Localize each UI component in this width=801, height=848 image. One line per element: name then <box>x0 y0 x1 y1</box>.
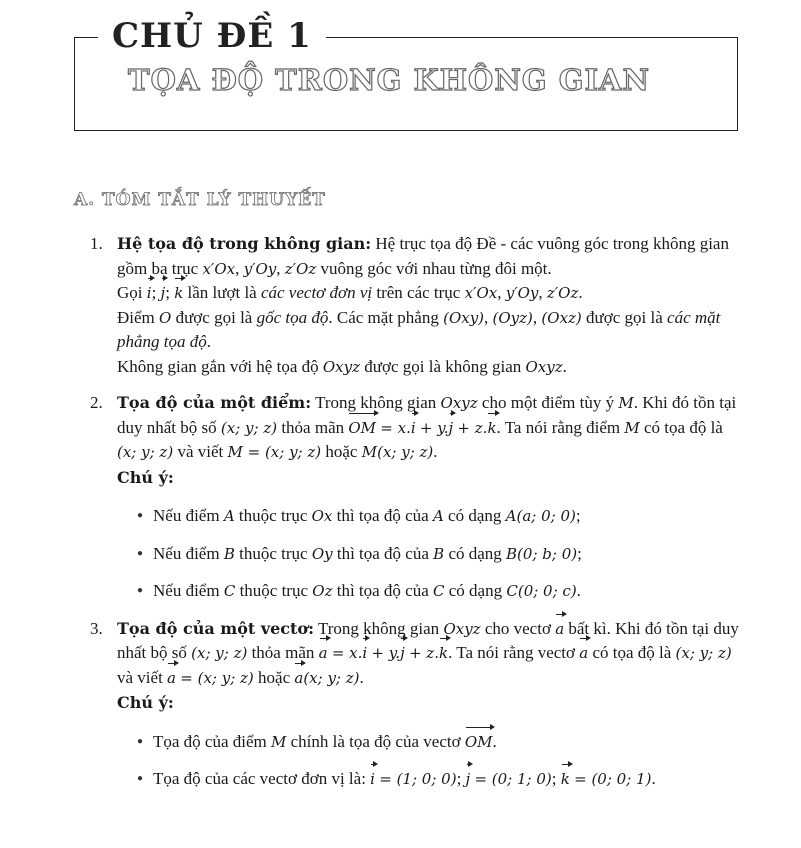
note-list <box>117 504 740 604</box>
theory-item-3 <box>90 617 740 792</box>
item-text: Hệ trục tọa độ Đề - các vuông góc trong không gian gồm ba trục x′Ox, y′Oy, z′Oz vuông góc với nhau từng đôi một. Gọi i; j; k lần lượt là các vectơ đơn vị trên các trục x′Ox, y′Oy, z′Oz. Điểm O được gọi là gốc tọa độ. Các mặt phẳng (Oxy), (Oyz), (Oxz) được gọi là các mặt phẳng tọa độ. Không gian gắn với hệ tọa độ Oxyz được gọi là không gian Oxyz. <box>117 234 729 376</box>
item-number: 1. <box>90 234 103 253</box>
list-item: ● Tọa độ của điểm M chính là tọa độ của vectơ OM. <box>137 730 740 755</box>
list-item: ● Nếu điểm A thuộc trục Ox thì tọa độ của A có dạng A(a; 0; 0); <box>137 504 740 529</box>
item-text: Trong không gian Oxyz cho vectơ a bất kì. Khi đó tồn tại duy nhất bộ số (x; y; z) thỏa mãn a = x.i + y.j + z.k. Ta nói rằng vectơ a có tọa độ là (x; y; z) và viết a = (x; y; z) hoặc a(x; y; z). <box>117 619 739 687</box>
item-title: Tọa độ của một vectơ: <box>117 618 315 638</box>
note-label: Chú ý: <box>117 467 174 487</box>
section-heading: A. TÓM TẮT LÝ THUYẾT <box>74 190 326 210</box>
note-list <box>117 730 740 792</box>
item-title: Tọa độ của một điểm: <box>117 393 312 412</box>
item-number: 3. <box>90 618 103 638</box>
list-item: ● Nếu điểm C thuộc trục Oz thì tọa độ của C có dạng C(0; 0; c). <box>137 579 740 604</box>
item-number: 2. <box>90 393 103 412</box>
note-label: Chú ý: <box>117 693 174 712</box>
theory-item-2 <box>90 391 740 604</box>
item-title: Hệ tọa độ trong không gian: <box>117 234 372 253</box>
chapter-label: CHỦ ĐỀ 1 <box>98 14 326 58</box>
list-item: ● Nếu điểm B thuộc trục Oy thì tọa độ của B có dạng B(0; b; 0); <box>137 542 740 567</box>
item-text: Trong không gian Oxyz cho một điểm tùy ý M. Khi đó tồn tại duy nhất bộ số (x; y; z) thỏa mãn OM = x.i + y.j + z.k. Ta nói rằng điểm M có tọa độ là (x; y; z) và viết M = (x; y; z) hoặc M(x; y; z). <box>117 393 737 461</box>
theory-item-1 <box>90 232 740 379</box>
theory-content <box>90 232 740 805</box>
chapter-title: TỌA ĐỘ TRONG KHÔNG GIAN <box>128 63 651 97</box>
list-item: ● Tọa độ của các vectơ đơn vị là: i = (1; 0; 0); j = (0; 1; 0); k = (0; 0; 1). <box>137 767 740 792</box>
